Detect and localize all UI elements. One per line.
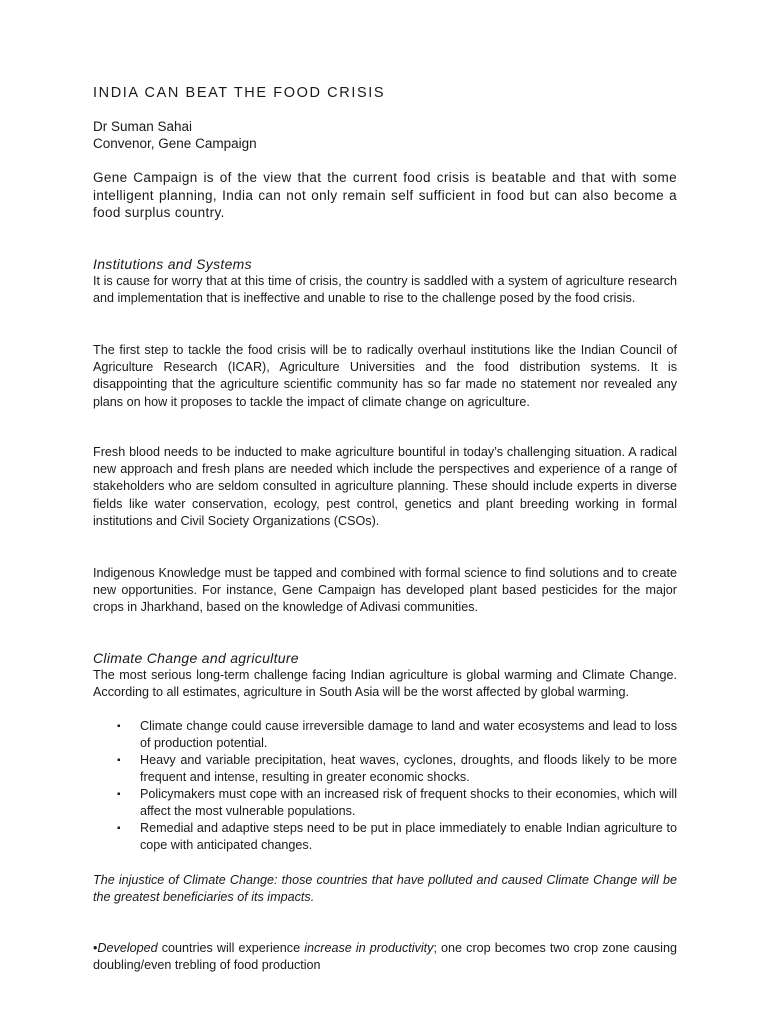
section-heading-climate: Climate Change and agriculture xyxy=(93,650,299,666)
list-item-text: Heavy and variable precipitation, heat waves, cyclones, droughts, and floods likely to be more frequent and intense, resulting in greater economic shocks. xyxy=(140,753,677,784)
paragraph-first-step: The first step to tackle the food crisis will be to radically overhaul institutions like the Indian Council of Agriculture Research (ICAR), Agriculture Universities and the food distribution systems. It is disappointing that the agriculture scientific community has so far made no statement nor revealed any plans on how it proposes to tackle the impact of climate change on agriculture. xyxy=(93,343,677,409)
bullet-marker: ▪ xyxy=(117,789,121,800)
list-item xyxy=(93,752,677,786)
bullet-marker: ▪ xyxy=(117,721,121,732)
paragraph-indigenous-knowledge: Indigenous Knowledge must be tapped and combined with formal science to find solutions and to create new opportunities. For instance, Gene Campaign has developed plant based pesticides for the major crops in Jharkhand, based on the knowledge of Adivasi communities. xyxy=(93,566,677,615)
paragraph-climate-challenge: The most serious long-term challenge facing Indian agriculture is global warming and Climate Change. According to all estimates, agriculture in South Asia will be the worst affected by global warming. xyxy=(93,668,677,700)
intro-paragraph: Gene Campaign is of the view that the current food crisis is beatable and that with some intelligent planning, India can not only remain self sufficient in food but can also become a food surplus country. xyxy=(93,170,677,220)
list-item xyxy=(93,786,677,820)
author-block xyxy=(93,118,257,152)
list-item-text: Climate change could cause irreversible damage to land and water ecosystems and lead to loss of production potential. xyxy=(140,719,677,750)
list-item-text: Policymakers must cope with an increased risk of frequent shocks to their economies, which will affect the most vulnerable populations. xyxy=(140,787,677,818)
climate-bullet-list xyxy=(93,718,677,854)
point-text-2: ; one crop becomes two crop zone causing doubling/even trebling of food production xyxy=(93,941,677,973)
author-role: Convenor, Gene Campaign xyxy=(93,136,257,151)
point-marker: • xyxy=(93,941,98,955)
section-heading-institutions: Institutions and Systems xyxy=(93,256,252,272)
list-item-text: Remedial and adaptive steps need to be put in place immediately to enable Indian agriculture to cope with anticipated changes. xyxy=(140,821,677,852)
author-name: Dr Suman Sahai xyxy=(93,119,193,134)
bullet-marker: ▪ xyxy=(117,823,121,834)
bullet-marker: ▪ xyxy=(117,755,121,766)
list-item xyxy=(93,820,677,854)
list-item xyxy=(93,718,677,752)
point-lead: Developed xyxy=(97,941,158,955)
point-text-1: countries will experience xyxy=(157,941,305,955)
document-title: INDIA CAN BEAT THE FOOD CRISIS xyxy=(93,85,386,101)
paragraph-developed-countries xyxy=(93,940,677,974)
paragraph-fresh-blood: Fresh blood needs to be inducted to make agriculture bountiful in today’s challenging situation. A radical new approach and fresh plans are needed which include the perspectives and experience of a range of stakeholders who are seldom consulted in agriculture planning. These should include experts in diverse fields like water conservation, ecology, pest control, genetics and plant breeding working in formal institutions and Civil Society Organizations (CSOs). xyxy=(93,445,677,528)
paragraph-climate-injustice: The injustice of Climate Change: those countries that have polluted and caused Climate Change will be the greatest beneficiaries of its impacts. xyxy=(93,873,677,905)
point-emphasis: increase in productivity xyxy=(304,941,434,955)
paragraph-crisis-worry: It is cause for worry that at this time of crisis, the country is saddled with a system of agriculture research and implementation that is ineffective and unable to rise to the challenge posed by the food crisis. xyxy=(93,274,677,306)
